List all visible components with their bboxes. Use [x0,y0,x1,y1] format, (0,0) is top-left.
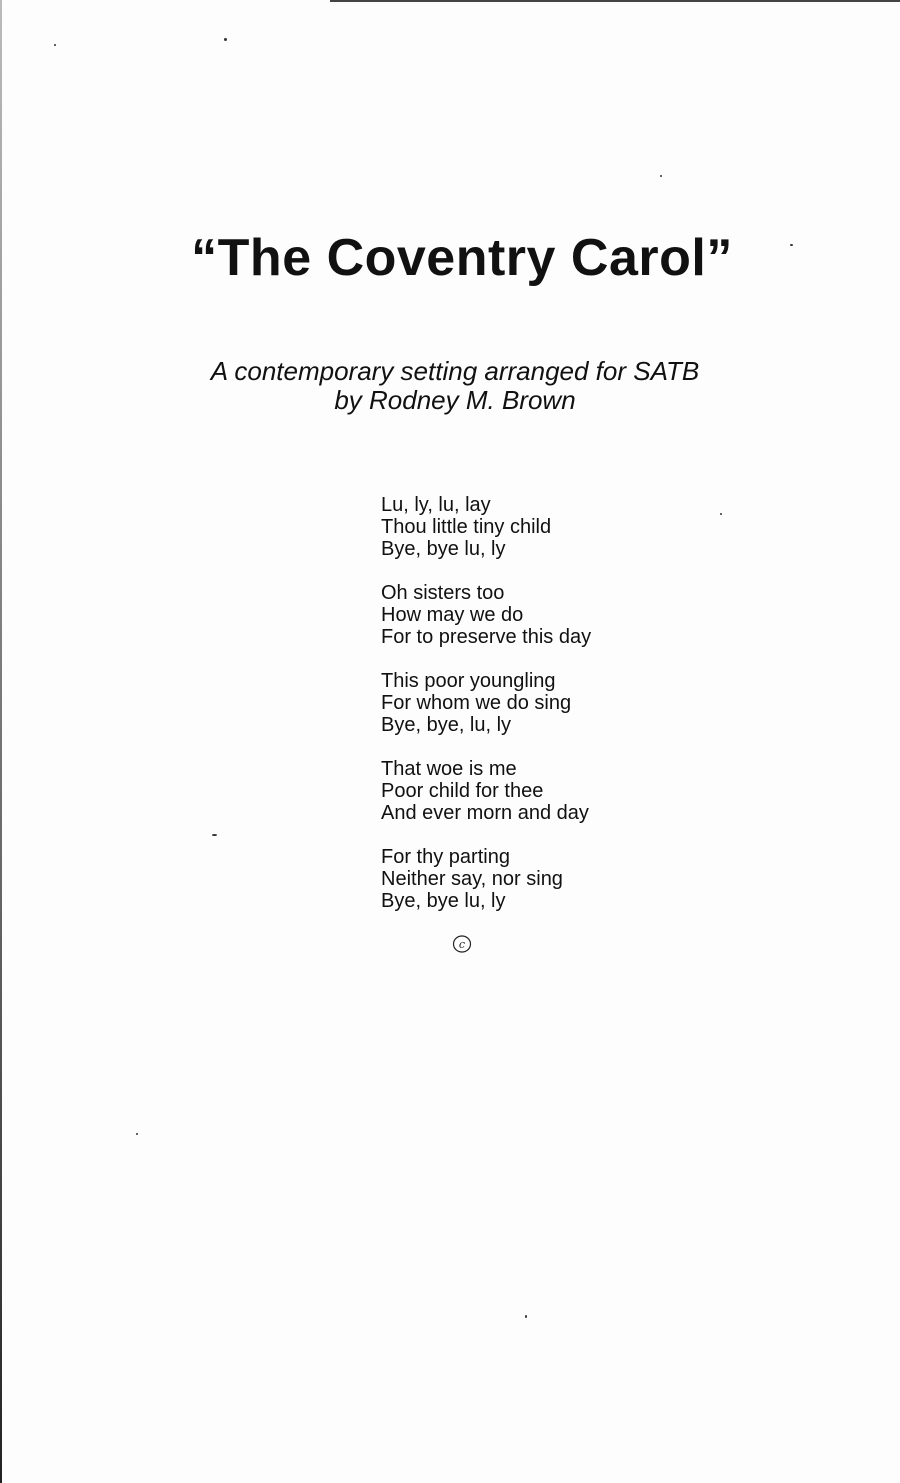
subtitle-byline: by Rodney M. Brown [334,385,576,415]
lyric-line: That woe is me [381,758,517,780]
stanza-5 [381,846,591,912]
scan-speck [790,244,793,246]
lyric-line: Bye, bye lu, ly [381,538,506,560]
lyric-line: For to preserve this day [381,626,592,648]
lyric-line: Lu, ly, lu, lay [381,494,491,516]
stanza-3 [381,670,591,736]
lyric-line: And ever morn and day [381,802,589,824]
lyric-line: For thy parting [381,846,510,868]
scan-speck [660,175,662,177]
left-edge-shadow [0,0,2,1483]
scan-speck [525,1315,527,1318]
page-title: “The Coventry Carol” [191,229,733,287]
lyric-line: This poor youngling [381,670,556,692]
scan-speck [212,834,217,836]
scan-speck [54,44,56,46]
top-edge-rule [330,0,900,2]
scan-speck [720,513,722,515]
lyric-line: Neither say, nor sing [381,868,563,890]
lyric-line: How may we do [381,604,524,626]
lyrics-block [381,494,591,934]
copyright-icon [452,934,472,954]
lyric-line: Poor child for thee [381,780,544,802]
scan-speck [136,1133,138,1135]
stanza-2 [381,582,591,648]
lyric-line: Oh sisters too [381,582,505,604]
subtitle-line: A contemporary setting arranged for SATB [210,356,700,386]
copyright-letter: c [458,938,466,951]
lyric-line: Thou little tiny child [381,516,552,538]
lyric-line: For whom we do sing [381,692,572,714]
stanza-4 [381,758,591,824]
scan-speck [224,38,227,41]
lyric-line: Bye, bye, lu, ly [381,714,512,736]
stanza-1 [381,494,591,560]
subtitle [0,357,900,415]
lyric-line: Bye, bye lu, ly [381,890,506,912]
